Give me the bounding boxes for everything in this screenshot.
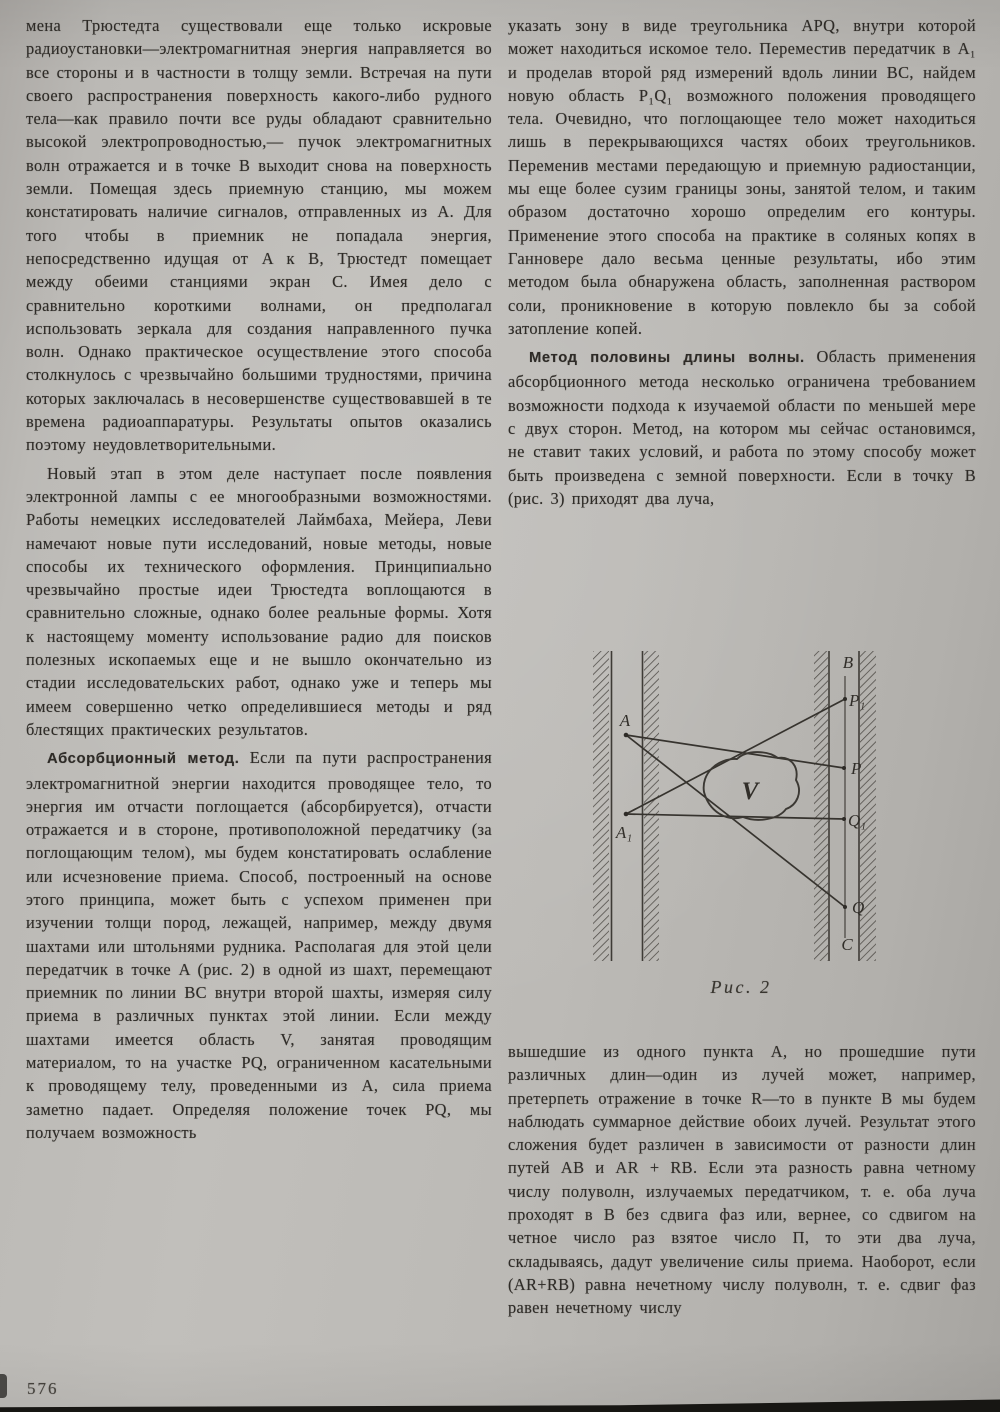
point-P xyxy=(842,766,846,770)
figure-label-P1: P₁ xyxy=(849,691,866,710)
figure-label-Q: Q xyxy=(852,898,865,917)
paragraph-half-wavelength-method xyxy=(508,345,976,510)
scan-edge-mark xyxy=(0,1374,7,1398)
paragraph-text: Новый этап в этом деле наступает после появления электронной лампы с ее многообразными возможностями. Работы немецких исследователей Лаймбаха, Мейера, Леви намечают новые пути исследований, новые методы, новые способы их технического оформления. Принципиально чрезвычайно простые идеи Трюстедта воплощаются в сравнительно сложные, однако более реальные формы. Хотя к настоящему моменту использование радио для поисков полезных ископаемых еще и не вышло окончательно из стадии исследовательских работ, однако уже и теперь мы имеем совершенно четко определившиеся методы и ряд блестящих практических результатов. xyxy=(26,463,492,739)
scan-edge-shadow xyxy=(0,1396,1000,1412)
figure-label-C: C xyxy=(841,935,853,954)
left-column xyxy=(26,14,492,1144)
page-number: 576 xyxy=(27,1379,59,1398)
paragraph-two-rays xyxy=(508,1040,976,1320)
paragraph-absorption-method xyxy=(26,746,492,1144)
run-in-heading-half-wavelength: Метод половины длины волны. xyxy=(529,350,805,367)
run-in-heading-absorption-method: Абсорбционный метод. xyxy=(47,751,240,768)
right-column-top xyxy=(508,14,976,510)
paragraph-text: вышедшие из одного пункта A, но прошедшие пути различных длин—один из лучей может, например, претерпеть отражение в точке R—то в пункте B мы будем наблюдать суммарное действие обоих лучей. Результат этого сложения будет различен в зависимости от разности длин путей AB и AR + RB. Если эта разность равна четному числу полуволн, излучаемых передатчиком, т. е. оба луча проходят в B без сдвига фаз или, вернее, со сдвигом на четное число раз взятое число П, то эти два луча, складываясь, дадут увеличение силы приема. Наоборот, если (AR+RB) равна нечетному числу полуволн, т. е. сдвиг фаз равен нечетному числу xyxy=(508,1042,976,1318)
paragraph-text: указать зону в виде треугольника APQ, внутри которой может находиться искомое тело. Переместив передатчик в A₁ и проделав второй ряд измерений вдоль линии BC, найдем новую область P₁Q₁ возможного положения проводящего тела. Очевидно, что поглощающее тело может находиться лишь в перекрывающихся частях обоих треугольников. Переменив местами передающую и приемную радиостанции, мы еще более сузим границы зоны, занятой телом, и таким образом достаточно хорошо определим его контуры. Применение этого способа на практике в соляных копях в Ганновере дало весьма ценные результаты, ибо этим методом была обнаружена область, заполненная раствором соли, проникновение в которую повлекло бы за собой затопление копей. xyxy=(508,16,976,338)
paragraph-triangle-zone xyxy=(508,14,976,340)
paragraph-text: Область применения абсорбционного метода несколько ограничена требованием возможности подхода к изучаемой области по меньшей мере с двух сторон. Метод, на котором мы сейчас остановимся, не ставит таких условий, и работа по этому способу может быть произведена с земной поверхности. Если в точку B (рис. 3) приходят два луча, xyxy=(508,347,977,508)
figure-label-B: B xyxy=(842,653,854,672)
shaft-wall-hatch-left-outer xyxy=(593,651,609,961)
figure-ris-2 xyxy=(590,646,892,998)
figure-label-A1: A₁ xyxy=(615,823,633,842)
point-A xyxy=(624,733,629,738)
figure-diagram xyxy=(590,646,892,962)
point-Q1 xyxy=(842,817,846,821)
figure-label-V: V xyxy=(741,778,759,805)
figure-label-A: A xyxy=(619,711,631,730)
point-A1 xyxy=(624,812,629,817)
right-column-bottom xyxy=(508,1040,976,1320)
point-P1 xyxy=(843,697,847,701)
paragraph-new-stage xyxy=(26,462,492,742)
figure-label-Q1: Q₁ xyxy=(848,811,867,830)
point-Q xyxy=(843,905,847,909)
figure-caption: Рис. 2 xyxy=(710,977,772,997)
shaft-wall-hatch-right-inner xyxy=(814,651,828,961)
shaft-wall-hatch-left-inner xyxy=(644,651,659,961)
paragraph-text: Если па пути распространения электромагнитной энергии находится проводящее тело, то энергия им отчасти поглощается (абсорбируется), отчасти отражается и в стороне, противоположной передатчику (за поглощающим телом), мы будем констатировать ослабление или исчезновение приема. Способ, построенный на основе этого принципа, может быть с успехом применен при изучении толщи пород, лежащей, например, между двумя шахтами или штольнями рудника. Располагая для этой цели передатчик в точке A (рис. 2) в одной из шахт, перемещают приемник по линии BC внутри второй шахты, измеряя силу приема в различных пунктах этой линии. Если между шахтами имеется область V, занятая проводящим материалом, то на участке PQ, ограниченном касательными к проводящему телу, проведенными из A, сила приема заметно падает. Определяя положение точек PQ, мы получаем возможность xyxy=(26,748,492,1142)
paragraph-text: мена Трюстедта существовали еще только искровые радиоустановки—электромагнитная энергия направляется во все стороны и в частности в толщу земли. Встречая на пути своего распространения поверхность какого-либо рудного тела—как правило почти все руды обладают сравнительно высокой электропроводностью,— пучок электромагнитных волн отражается и в точке B выходит снова на поверхность земли. Помещая здесь приемную станцию, мы можем констатировать наличие сигналов, отправленных из A. Для того чтобы в приемник не попадала энергия, непосредственно идущая от A к B, Трюстедт помещает между обеими станциями экран C. Имея дело с сравнительно короткими волнами, он предполагал использовать зеркала для создания направленного пучка волн. Однако практическое осуществление этого способа столкнулось с чрезвычайно большими трудностями, причина которых заключалась в несовершенстве существовавшей в те времена радиоаппаратуры. Результаты опытов оказались поэтому неудовлетворительными. xyxy=(26,16,492,455)
figure-label-P: P xyxy=(851,759,862,778)
paragraph-trustedt-history xyxy=(26,14,492,457)
